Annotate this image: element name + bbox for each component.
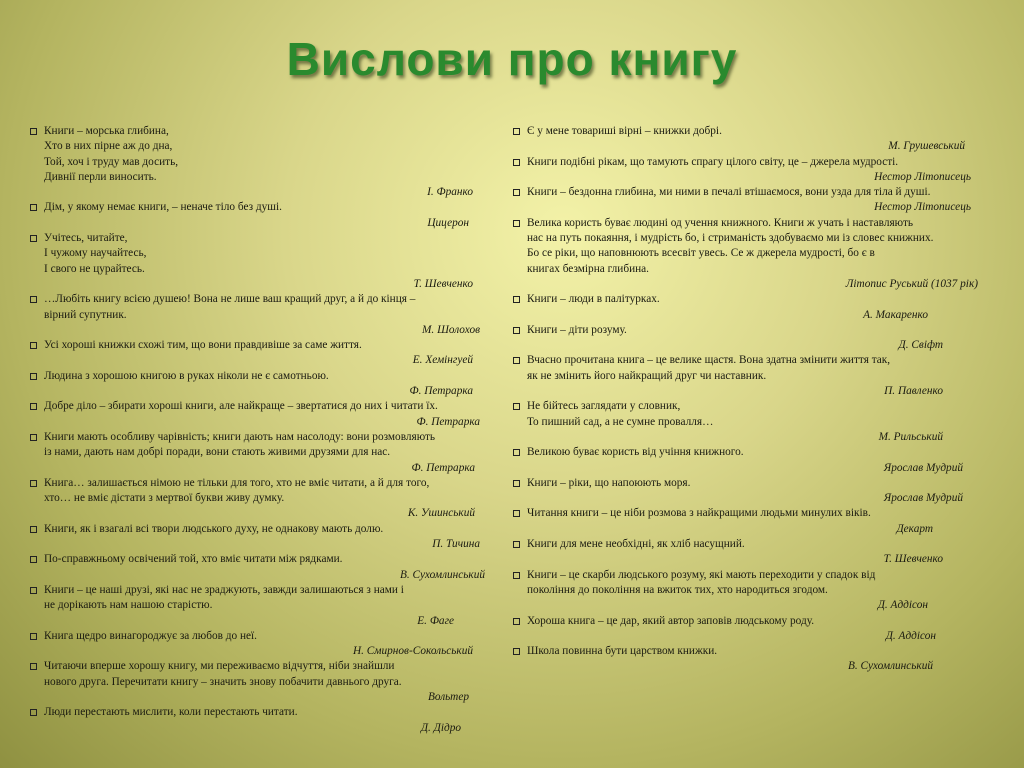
quote-entry <box>513 644 993 675</box>
quote-line: Книги подібні рікам, що тамують спрагу цілого світу, це – джерела мудрості. <box>527 155 899 168</box>
quote-entry <box>30 124 485 200</box>
quote-line: Книги – ріки, що напоюють моря. <box>527 476 691 489</box>
quote-entry <box>513 353 993 399</box>
quote-line: По-справжньому освічений той, хто вміє читати між рядками. <box>44 553 343 566</box>
quote-entry <box>30 705 485 736</box>
square-bullet-icon <box>513 128 520 135</box>
quote-author: В. Сухомлинський <box>847 660 933 673</box>
square-bullet-icon <box>513 357 520 364</box>
square-bullet-icon <box>513 618 520 625</box>
square-bullet-icon <box>513 220 520 227</box>
quote-entry <box>513 614 993 645</box>
quote-author: М. Шолохов <box>422 323 480 336</box>
quote-line: Книги для мене необхідні, як хліб насущний. <box>527 538 745 551</box>
quote-line: І свого не цурайтесь. <box>44 262 145 275</box>
quote-line: нового друга. Перечитати книгу – значить знову побачити давнього друга. <box>44 675 402 688</box>
square-bullet-icon <box>30 296 37 303</box>
quote-author: Декарт <box>896 522 933 535</box>
quote-line: Книги мають особливу чарівність; книги дають нам насолоду: вони розмовляють <box>44 430 436 443</box>
square-bullet-icon <box>513 327 520 334</box>
quote-entry <box>513 399 993 445</box>
quote-line: Книги – морська глибина, <box>44 125 169 137</box>
quote-line: із нами, дають нам добрі поради, вони стають живими друзями для нас. <box>44 446 391 459</box>
quote-author: В. Сухомлинський <box>399 568 485 581</box>
quote-line: Книги – бездонна глибина, ми ними в печалі втішаємося, вони узда для тіла й душі. <box>527 186 931 199</box>
quote-author: Нестор Літописець <box>874 201 971 214</box>
quote-author: Вольтер <box>427 690 469 703</box>
quote-author: І. Франко <box>427 186 473 199</box>
quote-line: книгах безмірна глибина. <box>527 262 649 275</box>
quote-line: Читаючи вперше хорошу книгу, ми переживаємо відчуття, ніби знайшли <box>44 660 395 673</box>
quote-line: як не змінить його найкращий друг чи наставник. <box>527 369 767 382</box>
quote-line: Книги – діти розуму. <box>527 323 627 336</box>
quote-entry <box>30 231 485 292</box>
quote-author: Ярослав Мудрий <box>883 492 963 505</box>
quote-entry <box>513 185 993 216</box>
quote-line: не дорікають нам нашою старістю. <box>44 599 213 612</box>
quote-author: Ф. Петрарка <box>411 461 475 474</box>
square-bullet-icon <box>30 403 37 410</box>
square-bullet-icon <box>30 204 37 211</box>
square-bullet-icon <box>30 434 37 441</box>
square-bullet-icon <box>513 296 520 303</box>
quote-author: Н. Смирнов-Сокольський <box>352 645 473 658</box>
square-bullet-icon <box>30 128 37 135</box>
quote-entry <box>30 552 485 583</box>
quote-author: П. Павленко <box>884 385 943 398</box>
quote-entry <box>30 200 485 231</box>
quote-author: П. Тичина <box>432 538 480 551</box>
quote-author: Д. Свіфт <box>898 339 943 352</box>
square-bullet-icon <box>30 235 37 242</box>
quote-entry <box>513 445 993 476</box>
quote-line: вірний супутник. <box>44 308 127 321</box>
quote-entry <box>513 476 993 507</box>
quote-author: Д. Дідро <box>420 721 461 734</box>
quote-line: Бо се ріки, що наповнюють всесвіт увесь. Се ж джерела мудрості, бо є в <box>527 247 875 260</box>
quote-line: То пишний сад, а не сумне провалля… <box>527 415 714 428</box>
quote-entry <box>513 124 993 155</box>
quote-line: Люди перестають мислити, коли перестають читати. <box>44 706 298 719</box>
quote-line: Людина з хорошою книгою в руках ніколи не є самотньою. <box>44 369 329 382</box>
quote-author: Ф. Петрарка <box>416 415 480 428</box>
square-bullet-icon <box>30 587 37 594</box>
quote-entry <box>30 583 485 629</box>
square-bullet-icon <box>30 526 37 533</box>
quote-line: покоління до покоління на вжиток тих, хто народиться згодом. <box>527 583 828 596</box>
quote-line: Той, хоч і труду мав досить, <box>44 155 179 168</box>
quote-line: Є у мене товариші вірні – книжки добрі. <box>527 125 722 137</box>
quote-author: Літопис Руський (1037 рік) <box>845 277 978 290</box>
quote-entry <box>30 399 485 430</box>
quote-line: …Любіть книгу всією душею! Вона не лише ваш кращий друг, а й до кінця – <box>44 293 416 306</box>
square-bullet-icon <box>513 449 520 456</box>
quote-author: Цицерон <box>427 216 469 229</box>
quote-line: Добре діло – збирати хороші книги, але найкраще – звертатися до них і читати їх. <box>44 400 438 413</box>
square-bullet-icon <box>513 648 520 655</box>
quote-line: Хороша книга – це дар, який автор заповів людському роду. <box>527 614 815 627</box>
square-bullet-icon <box>513 403 520 410</box>
quote-entry <box>30 292 485 338</box>
square-bullet-icon <box>30 709 37 716</box>
square-bullet-icon <box>513 541 520 548</box>
quote-line: Книги – люди в палітурках. <box>527 293 660 306</box>
quote-author: Ярослав Мудрий <box>883 461 963 474</box>
square-bullet-icon <box>30 556 37 563</box>
quote-line: Читання книги – це ніби розмова з найкращими людьми минулих віків. <box>527 507 871 520</box>
quote-author: М. Грушевський <box>888 140 965 153</box>
quote-line: хто… не вміє дістати з мертвої букви живу думку. <box>44 492 285 505</box>
quote-author: Нестор Літописець <box>874 170 971 183</box>
square-bullet-icon <box>30 633 37 640</box>
square-bullet-icon <box>30 663 37 670</box>
quote-author: Д. Аддісон <box>877 599 928 612</box>
quote-line: Усі хороші книжки схожі тим, що вони правдивіше за саме життя. <box>44 339 362 352</box>
square-bullet-icon <box>513 480 520 487</box>
quote-entry <box>513 323 993 354</box>
quote-author: Т. Шевченко <box>413 277 473 290</box>
quote-author: К. Ушинський <box>407 507 475 520</box>
quote-author: М. Рильський <box>878 430 943 443</box>
quote-line: І чужому научайтесь, <box>44 247 147 260</box>
quote-author: Е. Фаге <box>417 614 454 627</box>
quote-author: Ф. Петрарка <box>409 385 473 398</box>
quote-line: Велика користь буває людині од учення книжного. Книги ж учать і наставляють <box>527 216 914 229</box>
quote-line: Хто в них пірне аж до дна, <box>44 140 173 153</box>
quote-author: Д. Аддісон <box>885 629 936 642</box>
quote-entry <box>30 522 485 553</box>
quote-entry <box>513 216 993 292</box>
quote-entry <box>513 537 993 568</box>
quote-author: Т. Шевченко <box>883 553 943 566</box>
quote-entry <box>513 155 993 186</box>
square-bullet-icon <box>513 572 520 579</box>
quote-line: Учітесь, читайте, <box>44 232 128 245</box>
quote-entry <box>513 568 993 614</box>
quote-entry <box>513 292 993 323</box>
square-bullet-icon <box>513 510 520 517</box>
quote-line: нас на путь покаяння, і мудрість бо, і стриманість здобуваємо ми із словес книжних. <box>527 232 934 245</box>
quote-line: Дім, у якому немає книги, – неначе тіло без душі. <box>44 201 282 214</box>
quote-line: Книги – це скарби людського розуму, які мають переходити у спадок від <box>527 568 876 581</box>
square-bullet-icon <box>30 480 37 487</box>
square-bullet-icon <box>30 373 37 380</box>
quote-author: А. Макаренко <box>863 308 928 321</box>
quote-line: Не бійтесь заглядати у словник, <box>527 400 681 413</box>
quote-line: Книга… залишається німою не тільки для того, хто не вміє читати, а й для того, <box>44 476 430 489</box>
quote-line: Вчасно прочитана книга – це велике щастя. Вона здатна змінити життя так, <box>527 354 891 367</box>
quote-entry <box>30 338 485 369</box>
quote-entry <box>513 506 993 537</box>
quote-line: Великою буває користь від учіння книжного. <box>527 446 744 459</box>
square-bullet-icon <box>30 342 37 349</box>
quote-entry <box>30 659 485 705</box>
quote-entry <box>30 476 485 522</box>
quote-line: Книга щедро винагороджує за любов до неї. <box>44 629 257 642</box>
square-bullet-icon <box>513 189 520 196</box>
quotes-left-column <box>30 124 485 736</box>
quote-author: Е. Хемінгуей <box>412 354 473 367</box>
quote-entry <box>30 430 485 476</box>
slide-title: Вислови про книгу <box>286 33 738 85</box>
quote-line: Школа повинна бути царством книжки. <box>527 645 718 658</box>
quote-entry <box>30 369 485 400</box>
quote-line: Книги, як і взагалі всі твори людського духу, не однакову мають долю. <box>44 522 384 535</box>
quote-entry <box>30 629 485 660</box>
quote-line: Дивнії перли виносить. <box>44 170 157 183</box>
quote-line: Книги – це наші друзі, які нас не зраджують, завжди залишаються з нами і <box>44 583 404 596</box>
quotes-right-column <box>513 124 993 675</box>
square-bullet-icon <box>513 159 520 166</box>
